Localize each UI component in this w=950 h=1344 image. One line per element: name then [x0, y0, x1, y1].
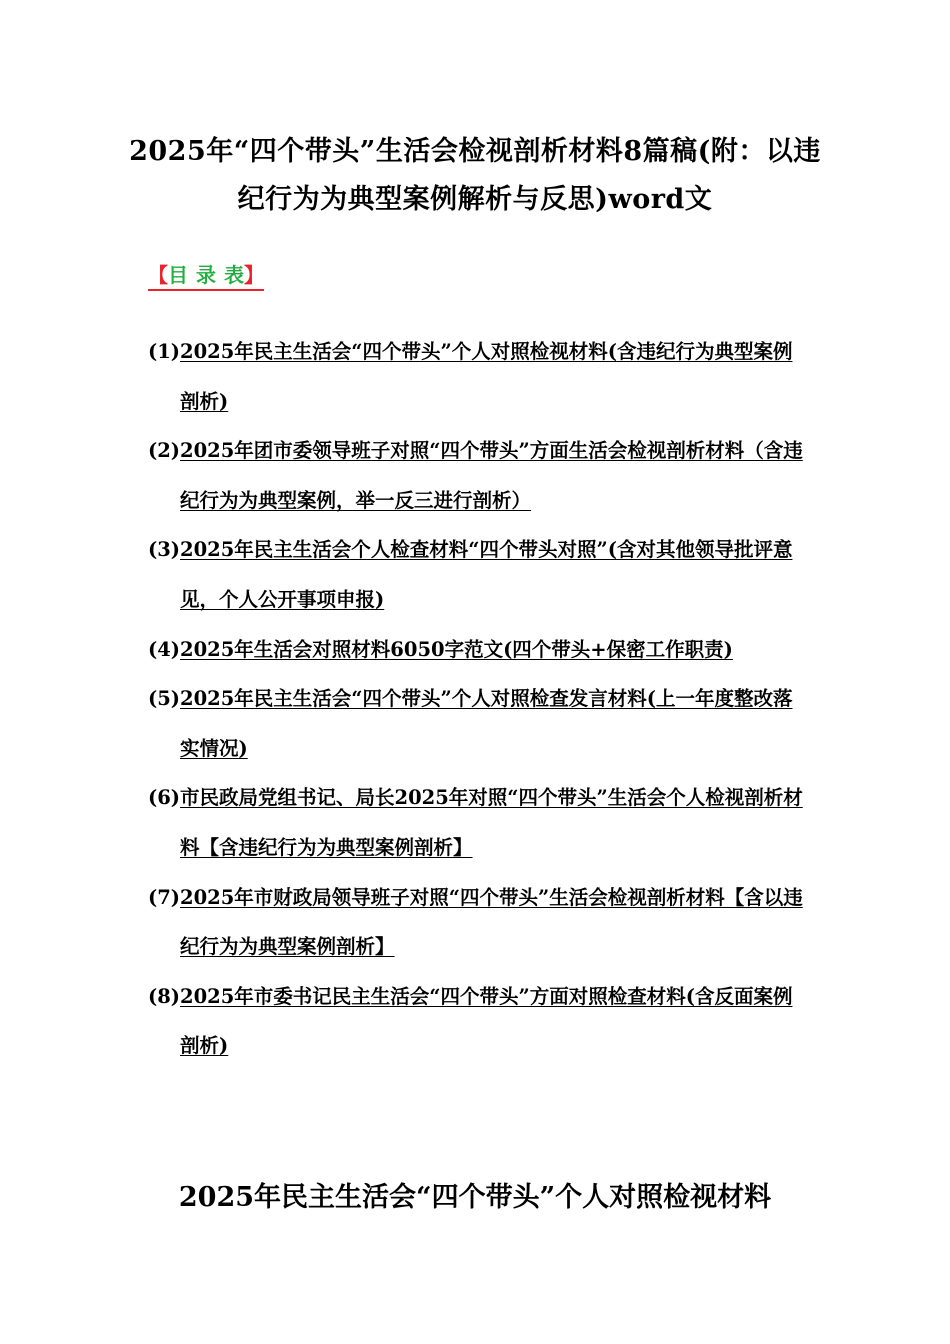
- toc-item-5: [148, 674, 808, 773]
- toc-item-1: [148, 327, 808, 426]
- toc-item-link[interactable]: 2025年生活会对照材料6050字范文(四个带头+保密工作职责): [180, 637, 733, 661]
- toc-item-6: [148, 773, 808, 872]
- toc-heading-char-1: 目: [168, 263, 196, 287]
- section-title: 2025年民主生活会“四个带头”个人对照检视材料: [178, 1182, 772, 1213]
- toc-heading-char-3: 表: [224, 263, 244, 287]
- toc-item-link[interactable]: 2025年民主生活会“四个带头”个人对照检查发言材料(上一年度整改落实情况): [180, 687, 793, 760]
- toc-item-link[interactable]: 2025年民主生活会“四个带头”个人对照检视材料(含违纪行为典型案例剖析): [180, 340, 793, 413]
- toc-item-number: (1): [148, 340, 181, 363]
- toc-item-7: [148, 873, 808, 972]
- toc-heading-close-bracket: 】: [244, 263, 264, 287]
- toc-item-link[interactable]: 2025年团市委领导班子对照“四个带头”方面生活会检视剖析材料（含违纪行为为典型案例，举一反三进行剖析）: [180, 439, 803, 512]
- document-title: 2025年“四个带头”生活会检视剖析材料8篇稿(附：以违纪行为为典型案例解析与反思)word文: [129, 136, 821, 215]
- toc-item-4: [148, 625, 808, 675]
- toc-item-2: [148, 426, 808, 525]
- toc-item-number: (5): [148, 687, 181, 711]
- toc-item-8: [148, 972, 808, 1071]
- toc-heading-open-bracket: 【: [148, 263, 168, 287]
- toc-heading: [148, 262, 264, 291]
- toc-item-number: (7): [148, 885, 181, 909]
- toc-item-number: (4): [148, 637, 181, 661]
- toc-item-3: [148, 525, 808, 624]
- toc-item-number: (2): [148, 439, 181, 463]
- toc-item-number: (8): [148, 984, 181, 1008]
- table-of-contents: [148, 327, 808, 1071]
- toc-item-number: (3): [148, 538, 181, 562]
- toc-item-link[interactable]: 2025年市财政局领导班子对照“四个带头”生活会检视剖析材料【含以违纪行为为典型案例剖析】: [180, 885, 803, 959]
- toc-item-link[interactable]: 市民政局党组书记、局长2025年对照“四个带头”生活会个人检视剖析材料【含违纪行为为典型案例剖析】: [180, 786, 803, 859]
- toc-item-link[interactable]: 2025年市委书记民主生活会“四个带头”方面对照检查材料(含反面案例剖析): [180, 984, 793, 1058]
- toc-heading-char-2: 录: [196, 263, 224, 287]
- toc-item-link[interactable]: 2025年民主生活会个人检查材料“四个带头对照”(含对其他领导批评意见，个人公开事项申报): [180, 538, 793, 611]
- toc-item-number: (6): [148, 786, 181, 810]
